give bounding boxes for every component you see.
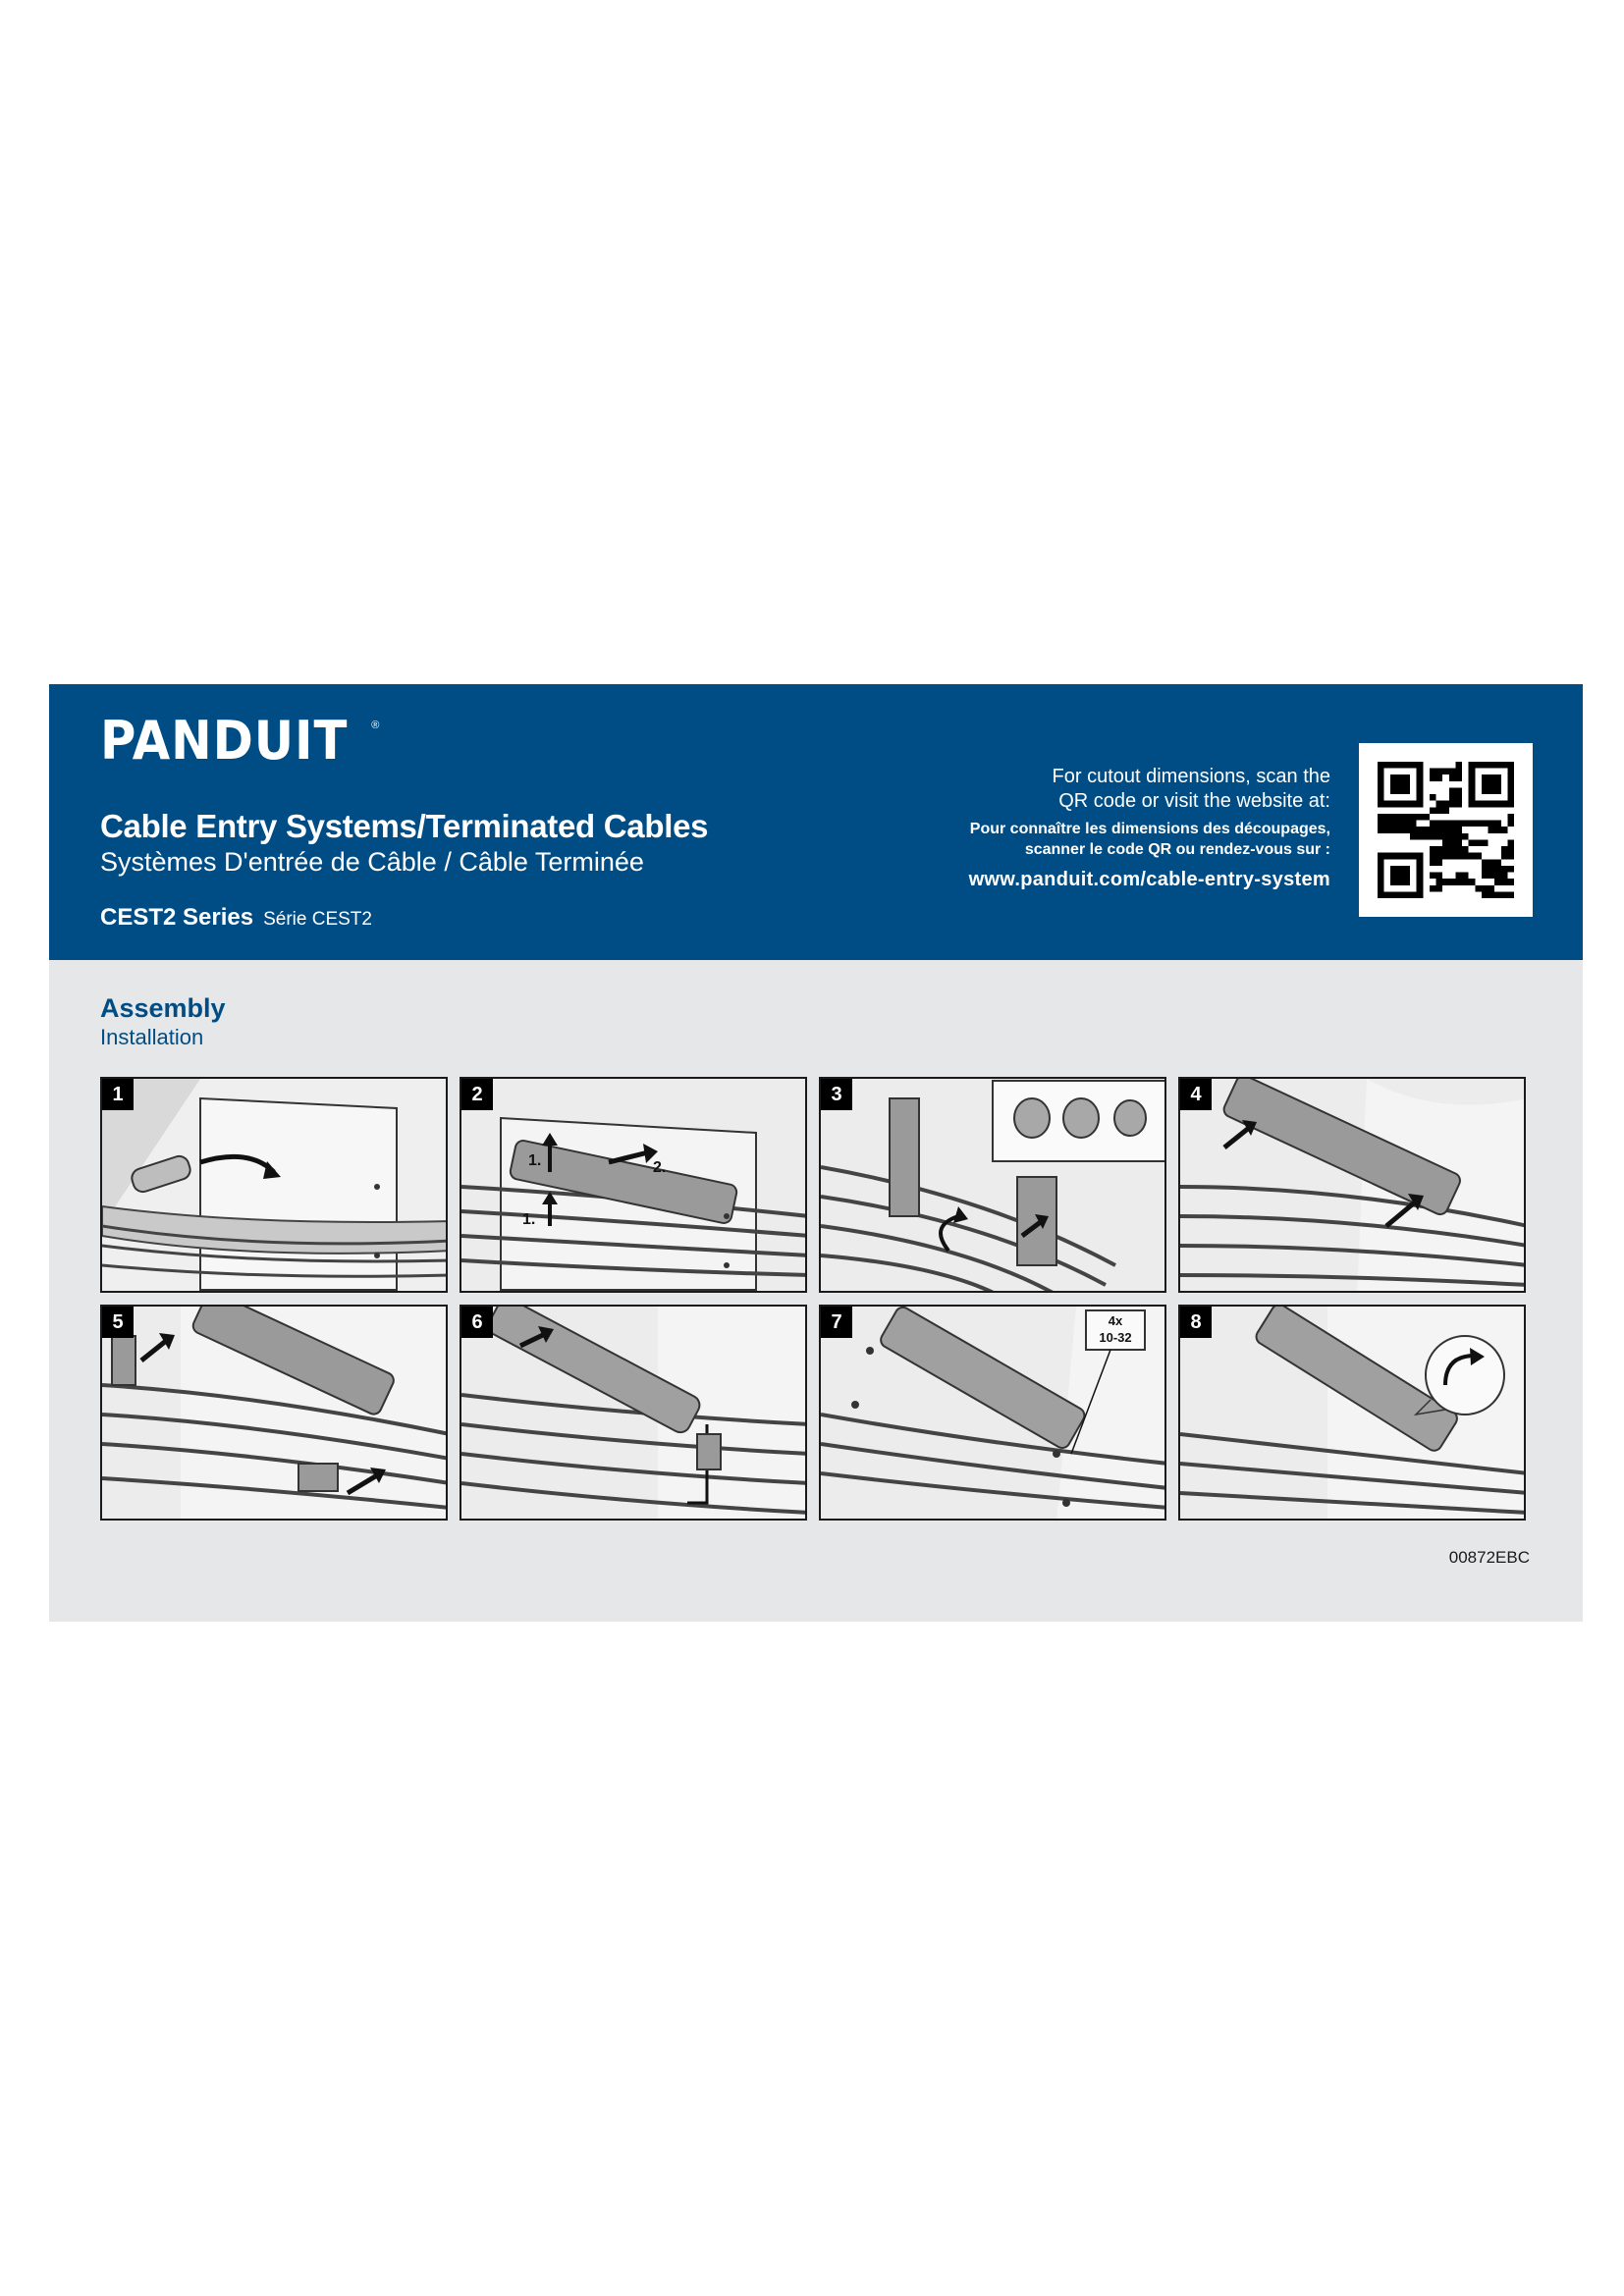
- step-4-panel: [1178, 1077, 1526, 1293]
- step-2-panel: [460, 1077, 807, 1293]
- step-number: 1: [102, 1079, 134, 1110]
- step-8-illustration: [1180, 1307, 1526, 1521]
- step-3-panel: [819, 1077, 1166, 1293]
- screw-size: 10-32: [1099, 1330, 1132, 1345]
- panduit-logo: [100, 710, 380, 772]
- section-subtitle: Installation: [100, 1025, 204, 1049]
- step-2-illustration: [461, 1079, 807, 1293]
- website-link[interactable]: www.panduit.com/cable-entry-system: [968, 869, 1330, 890]
- callout-1a: 1.: [528, 1152, 542, 1169]
- cta-en-line1: For cutout dimensions, scan the: [1052, 766, 1330, 787]
- step-number: 5: [102, 1307, 134, 1338]
- page-title-french: Systèmes D'entrée de Câble / Câble Terminée: [100, 847, 644, 877]
- step-6-panel: [460, 1305, 807, 1521]
- callout-1b: 1.: [522, 1211, 536, 1228]
- step-6-illustration: [461, 1307, 807, 1521]
- series-name-french: Série CEST2: [263, 909, 372, 930]
- screw-quantity: 4x: [1108, 1313, 1123, 1328]
- step-1-panel: [100, 1077, 448, 1293]
- step-number: 6: [461, 1307, 493, 1338]
- step-number: 7: [821, 1307, 852, 1338]
- step-number: 3: [821, 1079, 852, 1110]
- header-banner: [49, 684, 1583, 960]
- step-7-illustration: [821, 1307, 1166, 1521]
- step-5-illustration: [102, 1307, 448, 1521]
- step-4-illustration: [1180, 1079, 1526, 1293]
- logo-registered-mark: ®: [371, 720, 380, 731]
- step-number: 4: [1180, 1079, 1212, 1110]
- cutout-instructions-fr: [879, 819, 1330, 860]
- step-5-panel: [100, 1305, 448, 1521]
- series-label: [100, 904, 372, 932]
- logo-text: PANDUIT: [100, 710, 349, 772]
- cutout-instructions-en: [957, 765, 1330, 814]
- cta-fr-line2: scanner le code QR ou rendez-vous sur :: [1024, 841, 1330, 858]
- step-7-panel: [819, 1305, 1166, 1521]
- series-name: CEST2 Series: [100, 904, 254, 931]
- cta-fr-line1: Pour connaître les dimensions des découpages,: [969, 821, 1330, 837]
- qr-code-icon[interactable]: [1359, 743, 1533, 917]
- callout-2: 2.: [653, 1159, 667, 1176]
- cta-en-line2: QR code or visit the website at:: [1058, 790, 1330, 812]
- step-1-illustration: [102, 1079, 448, 1293]
- step-number: 8: [1180, 1307, 1212, 1338]
- page-title: Cable Entry Systems/Terminated Cables: [100, 808, 709, 844]
- step-8-panel: [1178, 1305, 1526, 1521]
- step-number: 2: [461, 1079, 493, 1110]
- instruction-sheet: [49, 684, 1583, 1622]
- section-title: Assembly: [100, 993, 226, 1023]
- document-code: 00872EBC: [1448, 1548, 1530, 1567]
- step-3-illustration: [821, 1079, 1166, 1293]
